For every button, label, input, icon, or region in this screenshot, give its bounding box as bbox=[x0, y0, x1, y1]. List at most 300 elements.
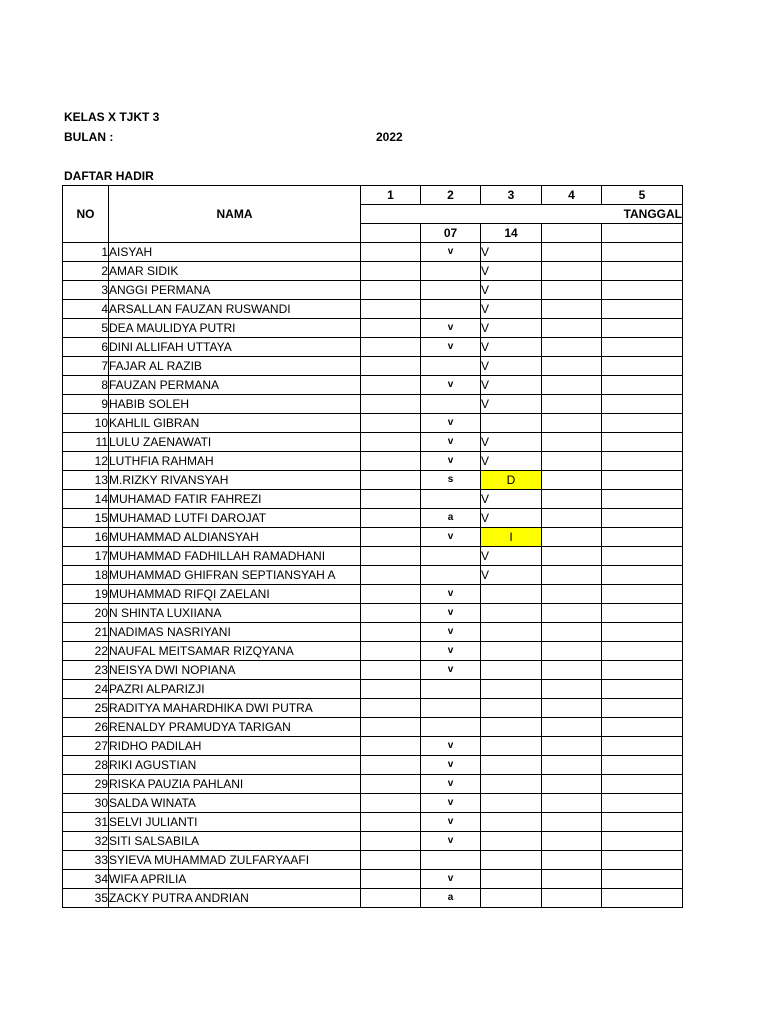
student-name: SYIEVA MUHAMMAD ZULFARYAAFI bbox=[109, 851, 361, 870]
attendance-cell bbox=[361, 604, 421, 623]
attendance-cell bbox=[361, 262, 421, 281]
attendance-cell bbox=[602, 338, 683, 357]
attendance-table-body bbox=[63, 186, 683, 908]
attendance-sheet bbox=[62, 185, 682, 926]
meeting-date bbox=[361, 224, 421, 243]
student-number: 15 bbox=[63, 509, 109, 528]
attendance-cell bbox=[542, 509, 602, 528]
attendance-cell bbox=[542, 661, 602, 680]
tanggal-label: TANGGAL bbox=[361, 205, 683, 224]
attendance-cell: s bbox=[421, 471, 481, 490]
student-name: MUHAMMAD ALDIANSYAH bbox=[109, 528, 361, 547]
attendance-cell bbox=[542, 262, 602, 281]
attendance-cell bbox=[542, 452, 602, 471]
student-row bbox=[63, 471, 683, 490]
student-number: 14 bbox=[63, 490, 109, 509]
attendance-cell: V bbox=[481, 338, 542, 357]
attendance-cell bbox=[361, 338, 421, 357]
attendance-cell bbox=[602, 262, 683, 281]
student-name: ZACKY PUTRA ANDRIAN bbox=[109, 889, 361, 908]
attendance-cell bbox=[481, 585, 542, 604]
student-name: DEA MAULIDYA PUTRI bbox=[109, 319, 361, 338]
student-name: NADIMAS NASRIYANI bbox=[109, 623, 361, 642]
attendance-cell bbox=[542, 889, 602, 908]
attendance-cell: v bbox=[421, 585, 481, 604]
student-name: RIKI AGUSTIAN bbox=[109, 756, 361, 775]
attendance-cell bbox=[542, 680, 602, 699]
attendance-cell bbox=[542, 813, 602, 832]
attendance-cell bbox=[361, 661, 421, 680]
student-name: MUHAMMAD FADHILLAH RAMADHANI bbox=[109, 547, 361, 566]
attendance-cell bbox=[542, 338, 602, 357]
student-name: HABIB SOLEH bbox=[109, 395, 361, 414]
attendance-cell: v bbox=[421, 661, 481, 680]
attendance-cell bbox=[602, 471, 683, 490]
attendance-cell bbox=[542, 718, 602, 737]
student-row bbox=[63, 680, 683, 699]
meeting-date: 14 bbox=[481, 224, 542, 243]
student-name: M.RIZKY RIVANSYAH bbox=[109, 471, 361, 490]
attendance-cell bbox=[481, 414, 542, 433]
attendance-cell bbox=[481, 832, 542, 851]
attendance-cell bbox=[361, 566, 421, 585]
attendance-cell bbox=[361, 528, 421, 547]
student-number: 31 bbox=[63, 813, 109, 832]
attendance-cell bbox=[361, 395, 421, 414]
attendance-cell bbox=[602, 699, 683, 718]
attendance-cell bbox=[421, 547, 481, 566]
attendance-cell bbox=[602, 490, 683, 509]
attendance-cell: v bbox=[421, 737, 481, 756]
student-name: MUHAMAD FATIR FAHREZI bbox=[109, 490, 361, 509]
student-row bbox=[63, 528, 683, 547]
attendance-cell bbox=[542, 756, 602, 775]
student-number: 10 bbox=[63, 414, 109, 433]
student-row bbox=[63, 452, 683, 471]
attendance-cell: V bbox=[481, 357, 542, 376]
attendance-cell bbox=[361, 680, 421, 699]
student-row bbox=[63, 566, 683, 585]
attendance-cell: v bbox=[421, 775, 481, 794]
attendance-cell bbox=[361, 471, 421, 490]
student-name: MUHAMMAD RIFQI ZAELANI bbox=[109, 585, 361, 604]
attendance-cell bbox=[602, 452, 683, 471]
student-number: 16 bbox=[63, 528, 109, 547]
student-name: FAUZAN PERMANA bbox=[109, 376, 361, 395]
attendance-cell bbox=[542, 794, 602, 813]
attendance-cell: v bbox=[421, 414, 481, 433]
student-number: 3 bbox=[63, 281, 109, 300]
student-number: 23 bbox=[63, 661, 109, 680]
student-row bbox=[63, 243, 683, 262]
student-number: 30 bbox=[63, 794, 109, 813]
attendance-cell: V bbox=[481, 547, 542, 566]
meeting-number: 4 bbox=[542, 186, 602, 205]
attendance-cell bbox=[542, 642, 602, 661]
student-name: RENALDY PRAMUDYA TARIGAN bbox=[109, 718, 361, 737]
attendance-cell bbox=[542, 528, 602, 547]
attendance-cell bbox=[481, 794, 542, 813]
attendance-cell bbox=[361, 509, 421, 528]
meeting-number: 3 bbox=[481, 186, 542, 205]
student-row bbox=[63, 490, 683, 509]
attendance-cell: a bbox=[421, 509, 481, 528]
student-number: 35 bbox=[63, 889, 109, 908]
attendance-cell bbox=[542, 281, 602, 300]
attendance-cell bbox=[421, 851, 481, 870]
attendance-cell bbox=[361, 376, 421, 395]
student-number: 4 bbox=[63, 300, 109, 319]
attendance-cell bbox=[361, 319, 421, 338]
attendance-cell bbox=[602, 851, 683, 870]
attendance-cell bbox=[481, 661, 542, 680]
student-row bbox=[63, 319, 683, 338]
student-number: 17 bbox=[63, 547, 109, 566]
attendance-cell: v bbox=[421, 623, 481, 642]
student-number: 9 bbox=[63, 395, 109, 414]
attendance-cell bbox=[361, 775, 421, 794]
attendance-cell bbox=[602, 832, 683, 851]
attendance-cell bbox=[481, 718, 542, 737]
attendance-cell bbox=[481, 623, 542, 642]
student-name: NEISYA DWI NOPIANA bbox=[109, 661, 361, 680]
attendance-cell bbox=[542, 737, 602, 756]
student-row bbox=[63, 585, 683, 604]
attendance-cell bbox=[361, 794, 421, 813]
student-number: 22 bbox=[63, 642, 109, 661]
student-number: 1 bbox=[63, 243, 109, 262]
attendance-cell: v bbox=[421, 832, 481, 851]
attendance-cell: v bbox=[421, 338, 481, 357]
attendance-cell: V bbox=[481, 262, 542, 281]
student-number: 5 bbox=[63, 319, 109, 338]
student-name: RISKA PAUZIA PAHLANI bbox=[109, 775, 361, 794]
attendance-cell: I bbox=[481, 528, 542, 547]
student-name: RIDHO PADILAH bbox=[109, 737, 361, 756]
attendance-cell bbox=[602, 300, 683, 319]
student-number: 2 bbox=[63, 262, 109, 281]
student-number: 27 bbox=[63, 737, 109, 756]
attendance-cell bbox=[542, 566, 602, 585]
student-number: 21 bbox=[63, 623, 109, 642]
attendance-cell bbox=[542, 623, 602, 642]
attendance-cell: V bbox=[481, 509, 542, 528]
attendance-cell bbox=[602, 528, 683, 547]
student-name: ARSALLAN FAUZAN RUSWANDI bbox=[109, 300, 361, 319]
attendance-cell bbox=[361, 737, 421, 756]
attendance-cell bbox=[421, 395, 481, 414]
student-number: 29 bbox=[63, 775, 109, 794]
attendance-cell bbox=[602, 547, 683, 566]
attendance-cell bbox=[481, 642, 542, 661]
attendance-cell: v bbox=[421, 376, 481, 395]
attendance-cell bbox=[361, 357, 421, 376]
student-number: 34 bbox=[63, 870, 109, 889]
student-row bbox=[63, 756, 683, 775]
attendance-cell bbox=[602, 566, 683, 585]
attendance-cell: V bbox=[481, 243, 542, 262]
attendance-cell bbox=[542, 414, 602, 433]
attendance-cell bbox=[602, 509, 683, 528]
attendance-cell bbox=[602, 604, 683, 623]
student-row bbox=[63, 737, 683, 756]
student-row bbox=[63, 661, 683, 680]
attendance-cell bbox=[602, 585, 683, 604]
student-name: AMAR SIDIK bbox=[109, 262, 361, 281]
student-number: 26 bbox=[63, 718, 109, 737]
attendance-cell: v bbox=[421, 813, 481, 832]
attendance-cell bbox=[421, 718, 481, 737]
attendance-cell: V bbox=[481, 490, 542, 509]
student-row bbox=[63, 433, 683, 452]
attendance-cell bbox=[361, 300, 421, 319]
attendance-cell bbox=[421, 300, 481, 319]
meeting-date: 07 bbox=[421, 224, 481, 243]
attendance-cell bbox=[602, 680, 683, 699]
column-header-no: NO bbox=[63, 186, 109, 243]
student-number: 12 bbox=[63, 452, 109, 471]
attendance-cell bbox=[602, 414, 683, 433]
meeting-date bbox=[602, 224, 683, 243]
attendance-cell bbox=[602, 357, 683, 376]
attendance-cell bbox=[602, 718, 683, 737]
attendance-cell bbox=[361, 889, 421, 908]
student-name: ANGGI PERMANA bbox=[109, 281, 361, 300]
attendance-cell: v bbox=[421, 642, 481, 661]
attendance-cell bbox=[361, 243, 421, 262]
year-value: 2022 bbox=[376, 130, 403, 144]
attendance-cell bbox=[542, 395, 602, 414]
attendance-cell bbox=[602, 756, 683, 775]
student-row bbox=[63, 642, 683, 661]
attendance-cell bbox=[542, 471, 602, 490]
student-number: 13 bbox=[63, 471, 109, 490]
attendance-cell: v bbox=[421, 604, 481, 623]
attendance-cell bbox=[361, 547, 421, 566]
attendance-cell bbox=[481, 699, 542, 718]
attendance-cell bbox=[542, 832, 602, 851]
attendance-cell: a bbox=[421, 889, 481, 908]
attendance-cell bbox=[602, 281, 683, 300]
attendance-cell bbox=[602, 319, 683, 338]
attendance-cell bbox=[542, 604, 602, 623]
attendance-cell bbox=[421, 566, 481, 585]
student-row bbox=[63, 699, 683, 718]
attendance-cell: v bbox=[421, 756, 481, 775]
student-name: RADITYA MAHARDHIKA DWI PUTRA bbox=[109, 699, 361, 718]
meeting-number: 1 bbox=[361, 186, 421, 205]
attendance-cell: V bbox=[481, 319, 542, 338]
attendance-cell: V bbox=[481, 395, 542, 414]
attendance-cell bbox=[361, 756, 421, 775]
student-row bbox=[63, 832, 683, 851]
attendance-cell bbox=[542, 357, 602, 376]
student-name: MUHAMMAD GHIFRAN SEPTIANSYAH A bbox=[109, 566, 361, 585]
meeting-number: 5 bbox=[602, 186, 683, 205]
attendance-cell bbox=[421, 262, 481, 281]
student-name: KAHLIL GIBRAN bbox=[109, 414, 361, 433]
student-number: 33 bbox=[63, 851, 109, 870]
attendance-cell bbox=[542, 699, 602, 718]
attendance-cell bbox=[481, 680, 542, 699]
student-number: 19 bbox=[63, 585, 109, 604]
attendance-cell bbox=[542, 547, 602, 566]
student-number: 11 bbox=[63, 433, 109, 452]
attendance-cell bbox=[542, 243, 602, 262]
attendance-list-title: DAFTAR HADIR bbox=[64, 169, 154, 183]
student-row bbox=[63, 718, 683, 737]
student-number: 7 bbox=[63, 357, 109, 376]
class-label: KELAS X TJKT 3 bbox=[64, 110, 160, 124]
student-row bbox=[63, 414, 683, 433]
attendance-cell bbox=[542, 775, 602, 794]
attendance-cell bbox=[602, 642, 683, 661]
student-row bbox=[63, 870, 683, 889]
student-name: LUTHFIA RAHMAH bbox=[109, 452, 361, 471]
attendance-cell bbox=[602, 889, 683, 908]
student-row bbox=[63, 509, 683, 528]
student-name: SELVI JULIANTI bbox=[109, 813, 361, 832]
student-name: PAZRI ALPARIZJI bbox=[109, 680, 361, 699]
attendance-cell: v bbox=[421, 243, 481, 262]
attendance-cell bbox=[542, 300, 602, 319]
attendance-cell bbox=[542, 851, 602, 870]
student-number: 6 bbox=[63, 338, 109, 357]
student-name: LULU ZAENAWATI bbox=[109, 433, 361, 452]
student-name: SITI SALSABILA bbox=[109, 832, 361, 851]
student-number: 20 bbox=[63, 604, 109, 623]
student-number: 18 bbox=[63, 566, 109, 585]
attendance-cell: V bbox=[481, 376, 542, 395]
student-number: 32 bbox=[63, 832, 109, 851]
attendance-cell bbox=[361, 813, 421, 832]
attendance-table bbox=[62, 185, 683, 908]
student-row bbox=[63, 851, 683, 870]
attendance-cell bbox=[481, 889, 542, 908]
attendance-cell bbox=[602, 775, 683, 794]
attendance-cell bbox=[602, 737, 683, 756]
attendance-cell bbox=[602, 813, 683, 832]
attendance-cell bbox=[542, 376, 602, 395]
student-row bbox=[63, 889, 683, 908]
student-name: N SHINTA LUXIIANA bbox=[109, 604, 361, 623]
student-name: DINI ALLIFAH UTTAYA bbox=[109, 338, 361, 357]
student-name: MUHAMAD LUTFI DAROJAT bbox=[109, 509, 361, 528]
student-row bbox=[63, 813, 683, 832]
student-name: FAJAR AL RAZIB bbox=[109, 357, 361, 376]
attendance-cell bbox=[481, 775, 542, 794]
student-row bbox=[63, 604, 683, 623]
student-row bbox=[63, 262, 683, 281]
attendance-cell bbox=[421, 699, 481, 718]
attendance-cell bbox=[361, 452, 421, 471]
student-row bbox=[63, 623, 683, 642]
student-name: NAUFAL MEITSAMAR RIZQYANA bbox=[109, 642, 361, 661]
attendance-cell bbox=[481, 737, 542, 756]
attendance-cell bbox=[602, 661, 683, 680]
attendance-cell bbox=[421, 357, 481, 376]
student-number: 24 bbox=[63, 680, 109, 699]
attendance-cell bbox=[361, 832, 421, 851]
attendance-cell bbox=[361, 699, 421, 718]
header-row-meetings bbox=[63, 186, 683, 205]
meeting-date bbox=[542, 224, 602, 243]
attendance-cell bbox=[481, 813, 542, 832]
attendance-cell bbox=[361, 642, 421, 661]
attendance-cell bbox=[542, 585, 602, 604]
attendance-cell: V bbox=[481, 433, 542, 452]
attendance-cell: v bbox=[421, 433, 481, 452]
attendance-cell bbox=[542, 319, 602, 338]
attendance-cell bbox=[542, 870, 602, 889]
attendance-cell bbox=[361, 414, 421, 433]
attendance-cell bbox=[602, 243, 683, 262]
student-row bbox=[63, 300, 683, 319]
student-row bbox=[63, 338, 683, 357]
attendance-cell bbox=[361, 623, 421, 642]
attendance-cell: v bbox=[421, 794, 481, 813]
attendance-cell bbox=[421, 281, 481, 300]
attendance-cell bbox=[361, 281, 421, 300]
attendance-cell bbox=[481, 870, 542, 889]
meeting-number: 2 bbox=[421, 186, 481, 205]
student-number: 8 bbox=[63, 376, 109, 395]
attendance-cell bbox=[421, 490, 481, 509]
attendance-cell bbox=[481, 756, 542, 775]
attendance-cell: v bbox=[421, 319, 481, 338]
student-name: WIFA APRILIA bbox=[109, 870, 361, 889]
attendance-cell bbox=[481, 851, 542, 870]
student-number: 28 bbox=[63, 756, 109, 775]
attendance-cell: V bbox=[481, 566, 542, 585]
student-name: AISYAH bbox=[109, 243, 361, 262]
student-name: SALDA WINATA bbox=[109, 794, 361, 813]
student-row bbox=[63, 775, 683, 794]
attendance-cell: V bbox=[481, 452, 542, 471]
attendance-cell bbox=[361, 870, 421, 889]
attendance-cell: D bbox=[481, 471, 542, 490]
attendance-cell bbox=[602, 623, 683, 642]
attendance-cell bbox=[361, 585, 421, 604]
attendance-cell bbox=[361, 433, 421, 452]
attendance-cell bbox=[602, 395, 683, 414]
attendance-cell: V bbox=[481, 300, 542, 319]
student-row bbox=[63, 547, 683, 566]
attendance-cell bbox=[361, 851, 421, 870]
student-row bbox=[63, 281, 683, 300]
attendance-cell bbox=[602, 870, 683, 889]
attendance-cell bbox=[542, 433, 602, 452]
student-number: 25 bbox=[63, 699, 109, 718]
student-row bbox=[63, 376, 683, 395]
attendance-cell bbox=[361, 718, 421, 737]
attendance-cell bbox=[602, 376, 683, 395]
attendance-cell bbox=[361, 490, 421, 509]
attendance-cell bbox=[542, 490, 602, 509]
attendance-cell: v bbox=[421, 528, 481, 547]
attendance-cell bbox=[602, 794, 683, 813]
attendance-cell: v bbox=[421, 452, 481, 471]
attendance-cell bbox=[421, 680, 481, 699]
student-row bbox=[63, 357, 683, 376]
student-row bbox=[63, 794, 683, 813]
column-header-nama: NAMA bbox=[109, 186, 361, 243]
student-row bbox=[63, 395, 683, 414]
month-label: BULAN : bbox=[64, 130, 114, 144]
attendance-cell bbox=[481, 604, 542, 623]
attendance-cell bbox=[602, 433, 683, 452]
attendance-cell: v bbox=[421, 870, 481, 889]
